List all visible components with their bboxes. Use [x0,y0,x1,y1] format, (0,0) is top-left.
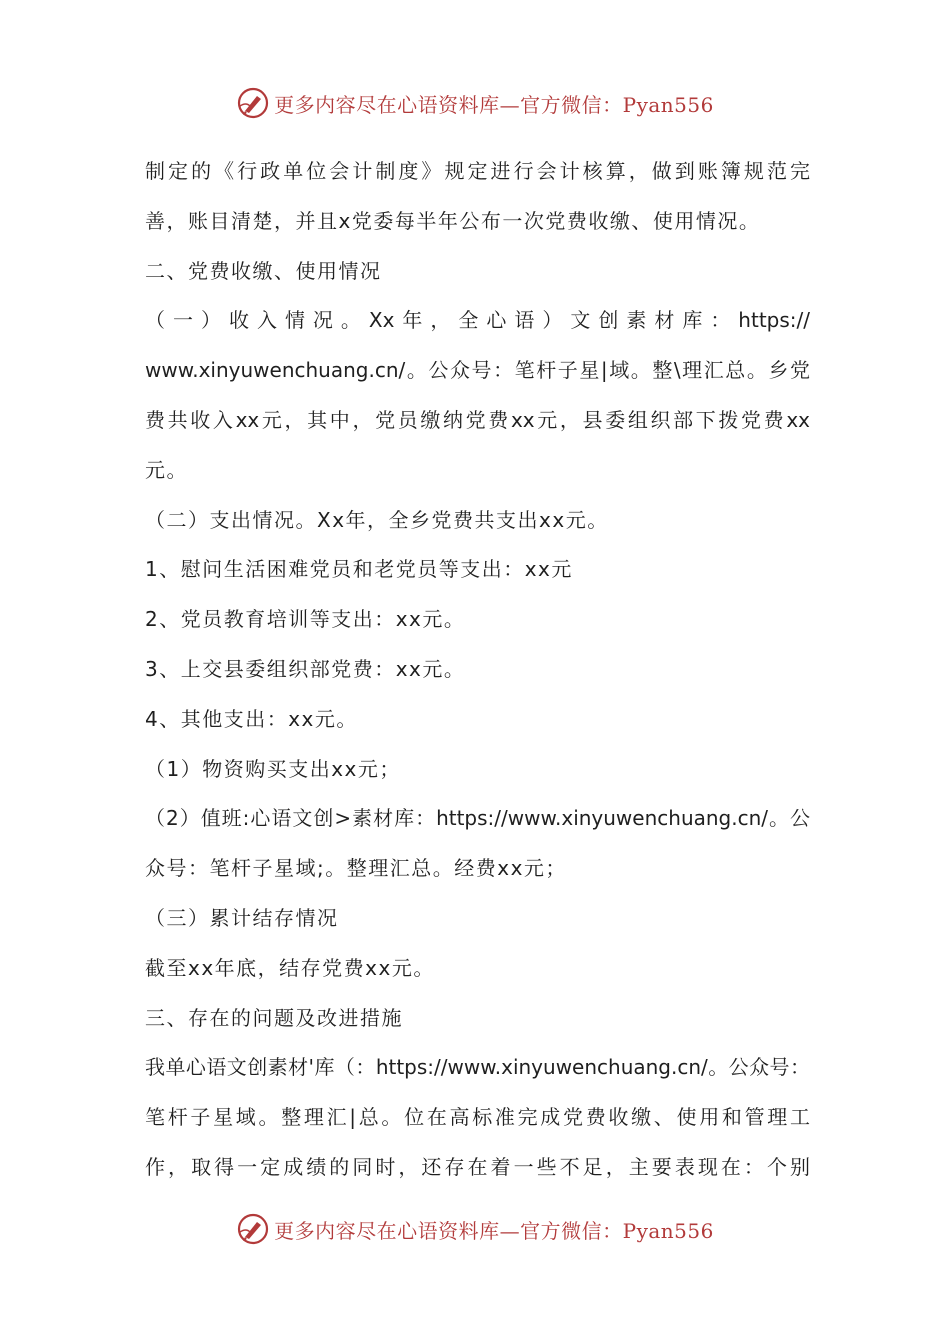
footer-banner-text: 更多内容尽在心语资料库—官方微信：Pyan556 [274,1218,714,1243]
body-line: 截至xx年底，结存党费xx元。 [145,955,435,980]
section-heading: （三）累计结存情况 [145,905,339,930]
body-line: 费共收入xx元，其中，党员缴纳党费xx元，县委组织部下拨党费xx [145,407,810,432]
list-item: （1）物资购买支出xx元； [145,756,401,781]
body-line: 笔杆子星域。整理汇|总。位在高标准完成党费收缴、使用和管理工 [145,1105,810,1130]
body-line: 善，账目清楚，并且x党委每半年公布一次党费收缴、使用情况。 [145,208,761,233]
pen-logo-icon [236,86,270,120]
header-banner-text: 更多内容尽在心语资料库—官方微信：Pyan556 [274,92,714,117]
list-item: （2）值班:心语文创>素材库：https://www.xinyuwenchuang.cn/。公 [145,806,810,831]
section-heading: 三、存在的问题及改进措施 [145,1005,403,1030]
body-line: 众号：笔杆子星域;。整理汇总。经费xx元； [145,856,567,881]
body-line: （二）支出情况。Xx年，全乡党费共支出xx元。 [145,507,609,532]
body-line: www.xinyuwenchuang.cn/。公众号：笔杆子星|域。整\理汇总。乡党 [145,358,810,383]
section-heading: 二、党费收缴、使用情况 [145,258,382,283]
list-item: 2、党员教育培训等支出：xx元。 [145,607,466,632]
body-line: 制定的《行政单位会计制度》规定进行会计核算，做到账簿规范完 [145,159,810,183]
footer-banner [0,1209,950,1249]
body-line: 元。 [145,457,188,482]
list-item: 4、其他支出：xx元。 [145,706,358,731]
header-banner [0,83,950,123]
list-item: 3、上交县委组织部党费：xx元。 [145,656,466,681]
pen-logo-icon [236,1212,270,1246]
body-line: 我单心语文创素材'库（：https://www.xinyuwenchuang.cn/。公众号： [145,1055,810,1080]
body-line: 作，取得一定成绩的同时，还存在着一些不足，主要表现在：个别 [145,1154,810,1179]
document-body [145,147,810,1193]
body-line: （一）收入情况。Xx年，全心语）文创素材库：https:// [145,308,810,333]
list-item: 1、慰问生活困难党员和老党员等支出：xx元 [145,557,573,582]
